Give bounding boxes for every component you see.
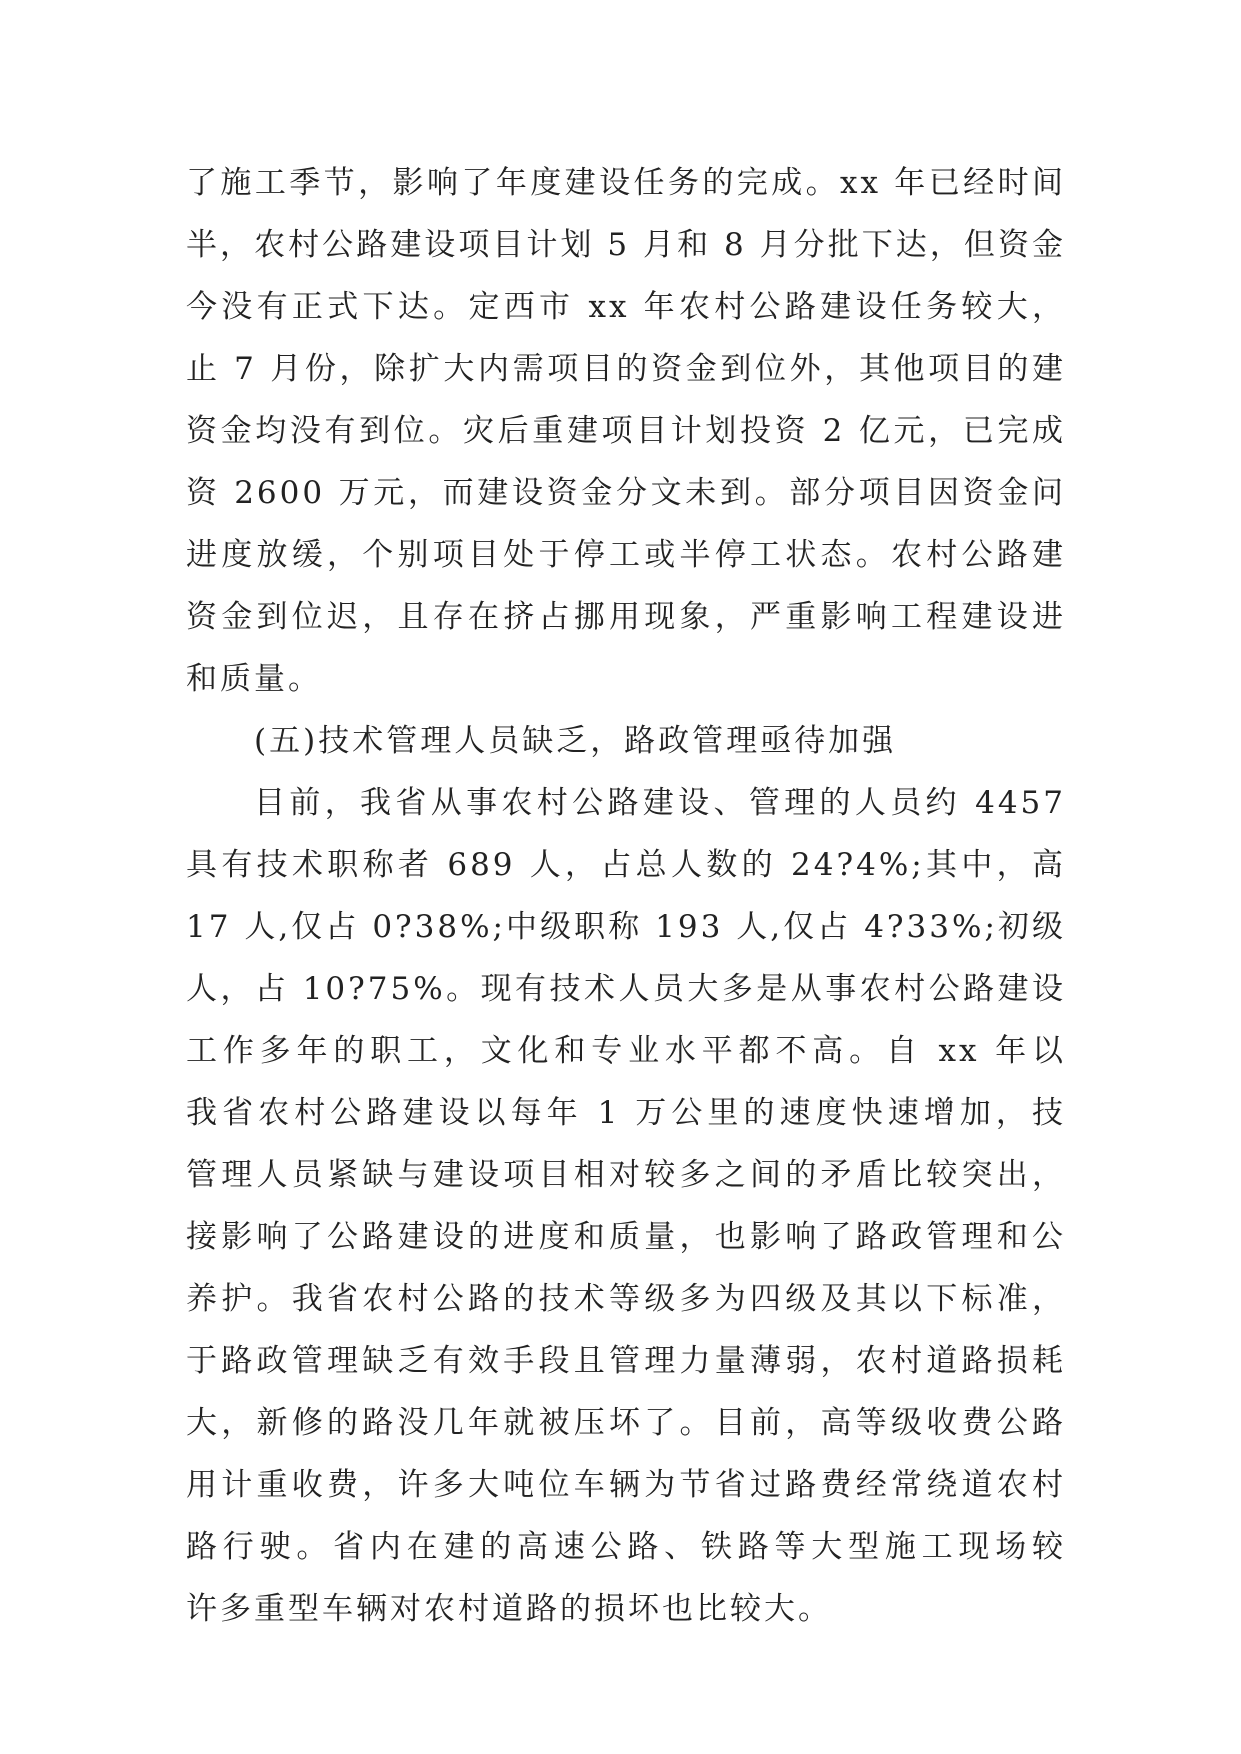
text-line: 今没有正式下达。定西市 xx 年农村公路建设任务较大， (186, 289, 1066, 325)
text-line: 用计重收费，许多大吨位车辆为节省过路费经常绕道农村 (186, 1467, 1066, 1503)
text-line: 17 人,仅占 0?38%;中级职称 193 人,仅占 4?33%;初级 (186, 909, 1066, 945)
text-line: 目前，我省从事农村公路建设、管理的人员约 4457 (254, 785, 1066, 821)
body-text (186, 152, 1066, 1640)
text-line: 具有技术职称者 689 人，占总人数的 24?4%;其中，高 (186, 847, 1066, 883)
text-line: 接影响了公路建设的进度和质量，也影响了路政管理和公 (186, 1219, 1066, 1255)
text-line: 工作多年的职工，文化和专业水平都不高。自 xx 年以 (186, 1033, 1066, 1069)
text-line: 人，占 10?75%。现有技术人员大多是从事农村公路建设 (186, 971, 1066, 1007)
text-line: 许多重型车辆对农村道路的损坏也比较大。 (186, 1591, 832, 1627)
text-line: 于路政管理缺乏有效手段且管理力量薄弱，农村道路损耗 (186, 1343, 1066, 1379)
text-line: 止 7 月份，除扩大内需项目的资金到位外，其他项目的建 (186, 351, 1066, 387)
text-line: 资金到位迟，且存在挤占挪用现象，严重影响工程建设进 (186, 599, 1066, 635)
text-line: 和质量。 (186, 661, 322, 697)
text-line: 养护。我省农村公路的技术等级多为四级及其以下标准， (186, 1281, 1066, 1317)
text-line: 管理人员紧缺与建设项目相对较多之间的矛盾比较突出， (186, 1157, 1066, 1193)
text-line: 我省农村公路建设以每年 1 万公里的速度快速增加，技 (186, 1095, 1066, 1131)
section-heading: (五)技术管理人员缺乏，路政管理亟待加强 (254, 723, 897, 759)
text-line: 了施工季节，影响了年度建设任务的完成。xx 年已经时间 (186, 165, 1066, 201)
text-line: 进度放缓，个别项目处于停工或半停工状态。农村公路建 (186, 537, 1066, 573)
text-line: 大，新修的路没几年就被压坏了。目前，高等级收费公路 (186, 1405, 1066, 1441)
text-line: 半，农村公路建设项目计划 5 月和 8 月分批下达，但资金 (186, 227, 1066, 263)
text-line: 路行驶。省内在建的高速公路、铁路等大型施工现场较 (186, 1529, 1066, 1565)
text-line: 资金均没有到位。灾后重建项目计划投资 2 亿元，已完成 (186, 413, 1066, 449)
text-line: 资 2600 万元，而建设资金分文未到。部分项目因资金问 (186, 475, 1066, 511)
